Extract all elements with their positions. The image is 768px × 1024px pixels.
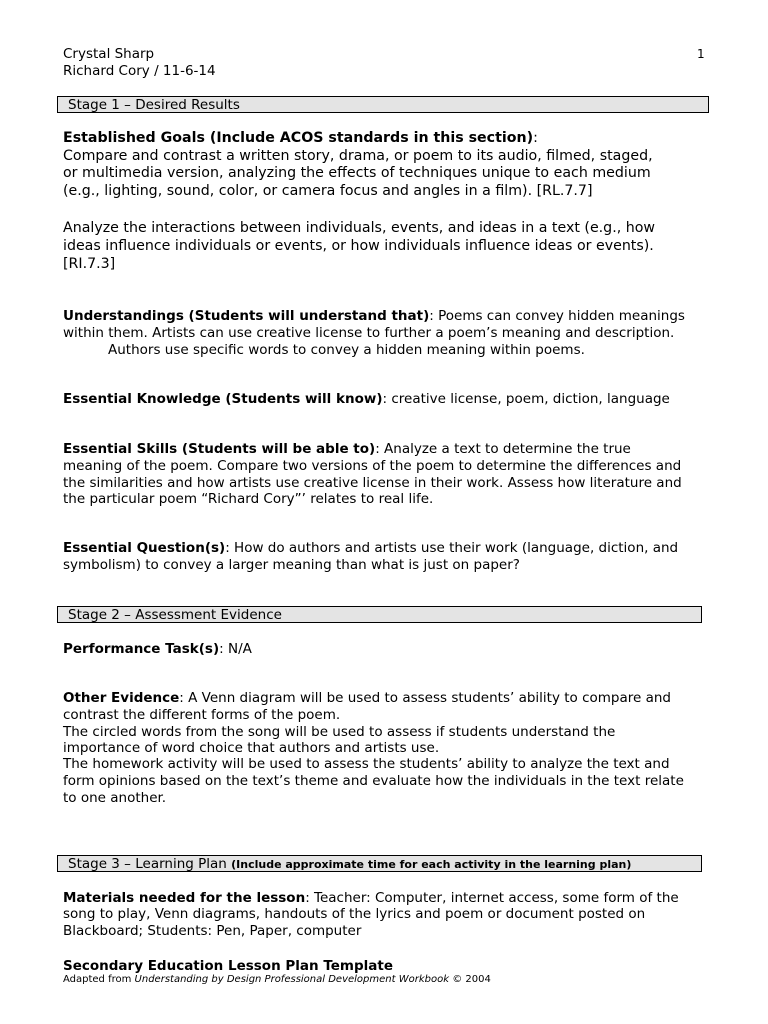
question-line-2: symbolism) to convey a larger meaning than what is just on paper? <box>63 557 520 573</box>
evidence-line-4: importance of word choice that authors and artists use. <box>63 740 440 756</box>
evidence-line-2: contrast the different forms of the poem. <box>63 707 341 723</box>
question-label: Essential Question(s) <box>63 540 226 556</box>
goals-line-2: or multimedia version, analyzing the effects of techniques unique to each medium <box>63 165 651 181</box>
understandings-text: : Poems can convey hidden meanings <box>429 308 685 324</box>
knowledge-label: Essential Knowledge (Students will know) <box>63 391 383 407</box>
skills-line-4: the particular poem “Richard Cory”’ relates to real life. <box>63 491 434 507</box>
materials-label: Materials needed for the lesson <box>63 890 306 906</box>
understandings-label: Understandings (Students will understand that) <box>63 308 430 324</box>
essential-knowledge <box>63 391 670 407</box>
evidence-line-3: The circled words from the song will be used to assess if students understand the <box>63 724 616 740</box>
understandings <box>63 308 685 324</box>
skills-line-2: meaning of the poem. Compare two versions of the poem to determine the differences and <box>63 458 682 474</box>
adapted-work: Understanding by Design Professional Development Workbook <box>134 974 450 985</box>
adapted-prefix: Adapted from <box>63 974 135 985</box>
performance-task-text: : N/A <box>219 641 252 657</box>
other-evidence <box>63 690 671 706</box>
understandings-line-2: within them. Artists can use creative license to further a poem’s meaning and description. <box>63 325 675 341</box>
goals2-line-1: Analyze the interactions between individuals, events, and ideas in a text (e.g., how <box>63 220 655 236</box>
stage3-title-note: (Include approximate time for each activity in the learning plan) <box>231 858 632 871</box>
stage1-heading: Stage 1 – Desired Results <box>57 96 709 113</box>
stage3-title: Stage 3 – Learning Plan <box>68 856 227 872</box>
materials-line-2: song to play, Venn diagrams, handouts of the lyrics and poem or document posted on <box>63 906 646 922</box>
evidence-line-7: to one another. <box>63 790 167 806</box>
author-name: Crystal Sharp <box>63 46 155 62</box>
performance-task-label: Performance Task(s) <box>63 641 220 657</box>
essential-question <box>63 540 678 556</box>
goals-line-3: (e.g., lighting, sound, color, or camera focus and angles in a film). [RL.7.7] <box>63 183 593 199</box>
materials-text: : Teacher: Computer, internet access, some form of the <box>305 890 679 906</box>
knowledge-text: : creative license, poem, diction, language <box>382 391 670 407</box>
understandings-line-3: Authors use specific words to convey a hidden meaning within poems. <box>108 342 585 358</box>
goals2-line-3: [RI.7.3] <box>63 256 116 272</box>
goals2-line-2: ideas influence individuals or events, or how individuals influence ideas or events). <box>63 238 654 254</box>
established-goals-label: Established Goals (Include ACOS standards in this section) <box>63 130 534 146</box>
goals-line-1: Compare and contrast a written story, drama, or poem to its audio, filmed, staged, <box>63 148 653 164</box>
skills-text: : Analyze a text to determine the true <box>375 441 631 457</box>
essential-skills <box>63 441 631 457</box>
performance-task <box>63 641 252 657</box>
established-goals-colon: : <box>533 130 538 146</box>
skills-line-3: the similarities and how artists use creative license in their work. Assess how literature and <box>63 475 682 491</box>
page-number: 1 <box>697 47 705 61</box>
evidence-line-5: The homework activity will be used to assess the students’ ability to analyze the text and <box>63 756 670 772</box>
materials <box>63 890 679 906</box>
template-title: Secondary Education Lesson Plan Template <box>63 958 393 974</box>
adapted-suffix: © 2004 <box>449 974 491 985</box>
adapted-from <box>63 974 491 986</box>
document-subtitle: Richard Cory / 11-6-14 <box>63 63 216 79</box>
other-evidence-text: : A Venn diagram will be used to assess students’ ability to compare and <box>179 690 671 706</box>
other-evidence-label: Other Evidence <box>63 690 180 706</box>
stage2-heading: Stage 2 – Assessment Evidence <box>57 606 702 623</box>
stage3-heading <box>57 855 702 872</box>
evidence-line-6: form opinions based on the text’s theme and evaluate how the individuals in the text relate <box>63 773 684 789</box>
materials-line-3: Blackboard; Students: Pen, Paper, computer <box>63 923 362 939</box>
question-text: : How do authors and artists use their work (language, diction, and <box>225 540 679 556</box>
skills-label: Essential Skills (Students will be able to) <box>63 441 376 457</box>
established-goals <box>63 130 538 147</box>
